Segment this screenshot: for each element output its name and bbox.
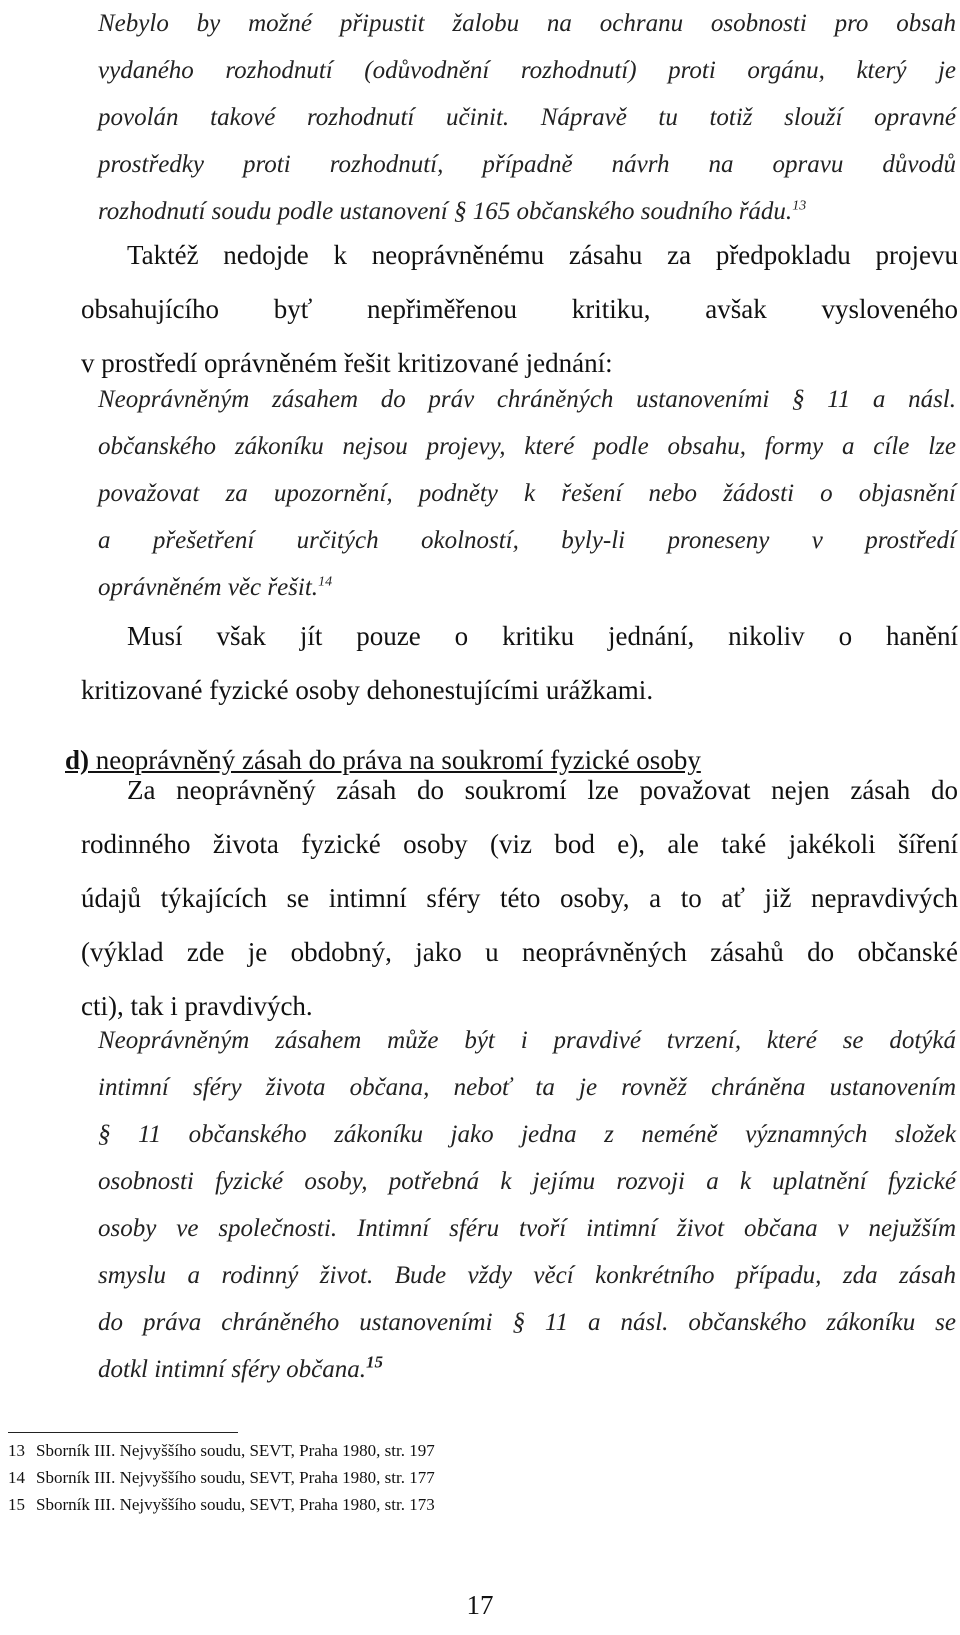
quote-block-1: [98, 0, 956, 235]
quote-line: a přešetření určitých okolností, byly-li proneseny v prostředí: [98, 527, 956, 554]
paragraph-line: Za neoprávněný zásah do soukromí lze považovat nejen zásah do: [127, 775, 958, 805]
quote-line: vydaného rozhodnutí (odůvodnění rozhodnutí) proti orgánu, který je: [98, 57, 956, 84]
paragraph-line: obsahujícího byť nepřiměřenou kritiku, avšak vysloveného: [81, 294, 958, 324]
quote-line: Neoprávněným zásahem do práv chráněných ustanoveními § 11 a násl.: [98, 386, 956, 413]
quote-block-2: [98, 376, 956, 611]
quote-line: osoby ve společnosti. Intimní sféru tvoří intimní život občana v nejužším: [98, 1215, 956, 1242]
footnote-15: [8, 1491, 435, 1518]
quote-line: smyslu a rodinný život. Bude vždy věcí konkrétního případu, zda zásah: [98, 1262, 956, 1289]
quote-line: § 11 občanského zákoníku jako jedna z neméně významných složek: [98, 1121, 956, 1148]
paragraph-line: (výklad zde je obdobný, jako u neoprávněných zásahů do občanské: [81, 937, 958, 967]
footnote-13: [8, 1437, 435, 1464]
quote-line: prostředky proti rozhodnutí, případně návrh na opravu důvodů: [98, 151, 956, 178]
paragraph-2: [81, 609, 958, 717]
paragraph-line: v prostředí oprávněném řešit kritizované jednání:: [81, 348, 613, 378]
footnote-ref-15[interactable]: 15: [366, 1352, 384, 1372]
quote-line-text: oprávněném věc řešit.: [98, 574, 319, 601]
footnote-number: 15: [8, 1495, 25, 1514]
paragraph-line: Musí však jít pouze o kritiku jednání, nikoliv o hanění: [127, 621, 958, 651]
quote-line: osobnosti fyzické osoby, potřebná k jejímu rozvoji a k uplatnění fyzické: [98, 1168, 956, 1195]
paragraph-line: rodinného života fyzické osoby (viz bod e), ale také jakékoli šíření: [81, 829, 958, 859]
footnote-ref-13[interactable]: 13: [792, 198, 807, 214]
quote-block-3: [98, 1017, 956, 1393]
quote-line: Neoprávněným zásahem může být i pravdivé tvrzení, které se dotýká: [98, 1027, 956, 1054]
paragraph-1: [81, 228, 958, 390]
quote-line-text: rozhodnutí soudu podle ustanovení § 165 občanského soudního řádu.: [98, 198, 793, 225]
page-number: 17: [466, 1590, 494, 1620]
footnote-number: 13: [8, 1441, 25, 1460]
quote-line-last: [98, 1346, 956, 1393]
paragraph-line: cti), tak i pravdivých.: [81, 991, 313, 1021]
footnote-text: Sborník III. Nejvyššího soudu, SEVT, Praha 1980, str. 197: [36, 1441, 435, 1460]
paragraph-line: údajů týkajících se intimní sféry této osoby, a to ať již nepravdivých: [81, 883, 958, 913]
section-heading-label: d): [65, 745, 90, 775]
quote-line: do práva chráněného ustanoveními § 11 a násl. občanského zákoníku se: [98, 1309, 956, 1336]
quote-line-last: [98, 564, 956, 611]
quote-line: občanského zákoníku nejsou projevy, které podle obsahu, formy a cíle lze: [98, 433, 956, 460]
paragraph-line: kritizované fyzické osoby dehonestujícími urážkami.: [81, 675, 654, 705]
footnote-separator: [8, 1432, 238, 1433]
quote-line-text: dotkl intimní sféry občana.: [98, 1356, 367, 1383]
paragraph-3: [81, 763, 958, 1033]
footnotes: [8, 1437, 435, 1518]
footnote-number: 14: [8, 1468, 25, 1487]
footnote-text: Sborník III. Nejvyššího soudu, SEVT, Praha 1980, str. 173: [36, 1495, 435, 1514]
footnote-ref-14[interactable]: 14: [318, 574, 333, 590]
footnote-14: [8, 1464, 435, 1491]
quote-line: Nebylo by možné připustit žalobu na ochranu osobnosti pro obsah: [98, 10, 956, 37]
paragraph-line: Taktéž nedojde k neoprávněnému zásahu za předpokladu projevu: [127, 240, 958, 270]
section-heading-text: neoprávněný zásah do práva na soukromí fyzické osoby: [89, 745, 701, 775]
quote-line: intimní sféry života občana, neboť ta je rovněž chráněna ustanovením: [98, 1074, 956, 1101]
quote-line: považovat za upozornění, podněty k řešení nebo žádosti o objasnění: [98, 480, 956, 507]
quote-line: povolán takové rozhodnutí učinit. Nápravě tu totiž slouží opravné: [98, 104, 956, 131]
footnote-text: Sborník III. Nejvyššího soudu, SEVT, Praha 1980, str. 177: [36, 1468, 435, 1487]
